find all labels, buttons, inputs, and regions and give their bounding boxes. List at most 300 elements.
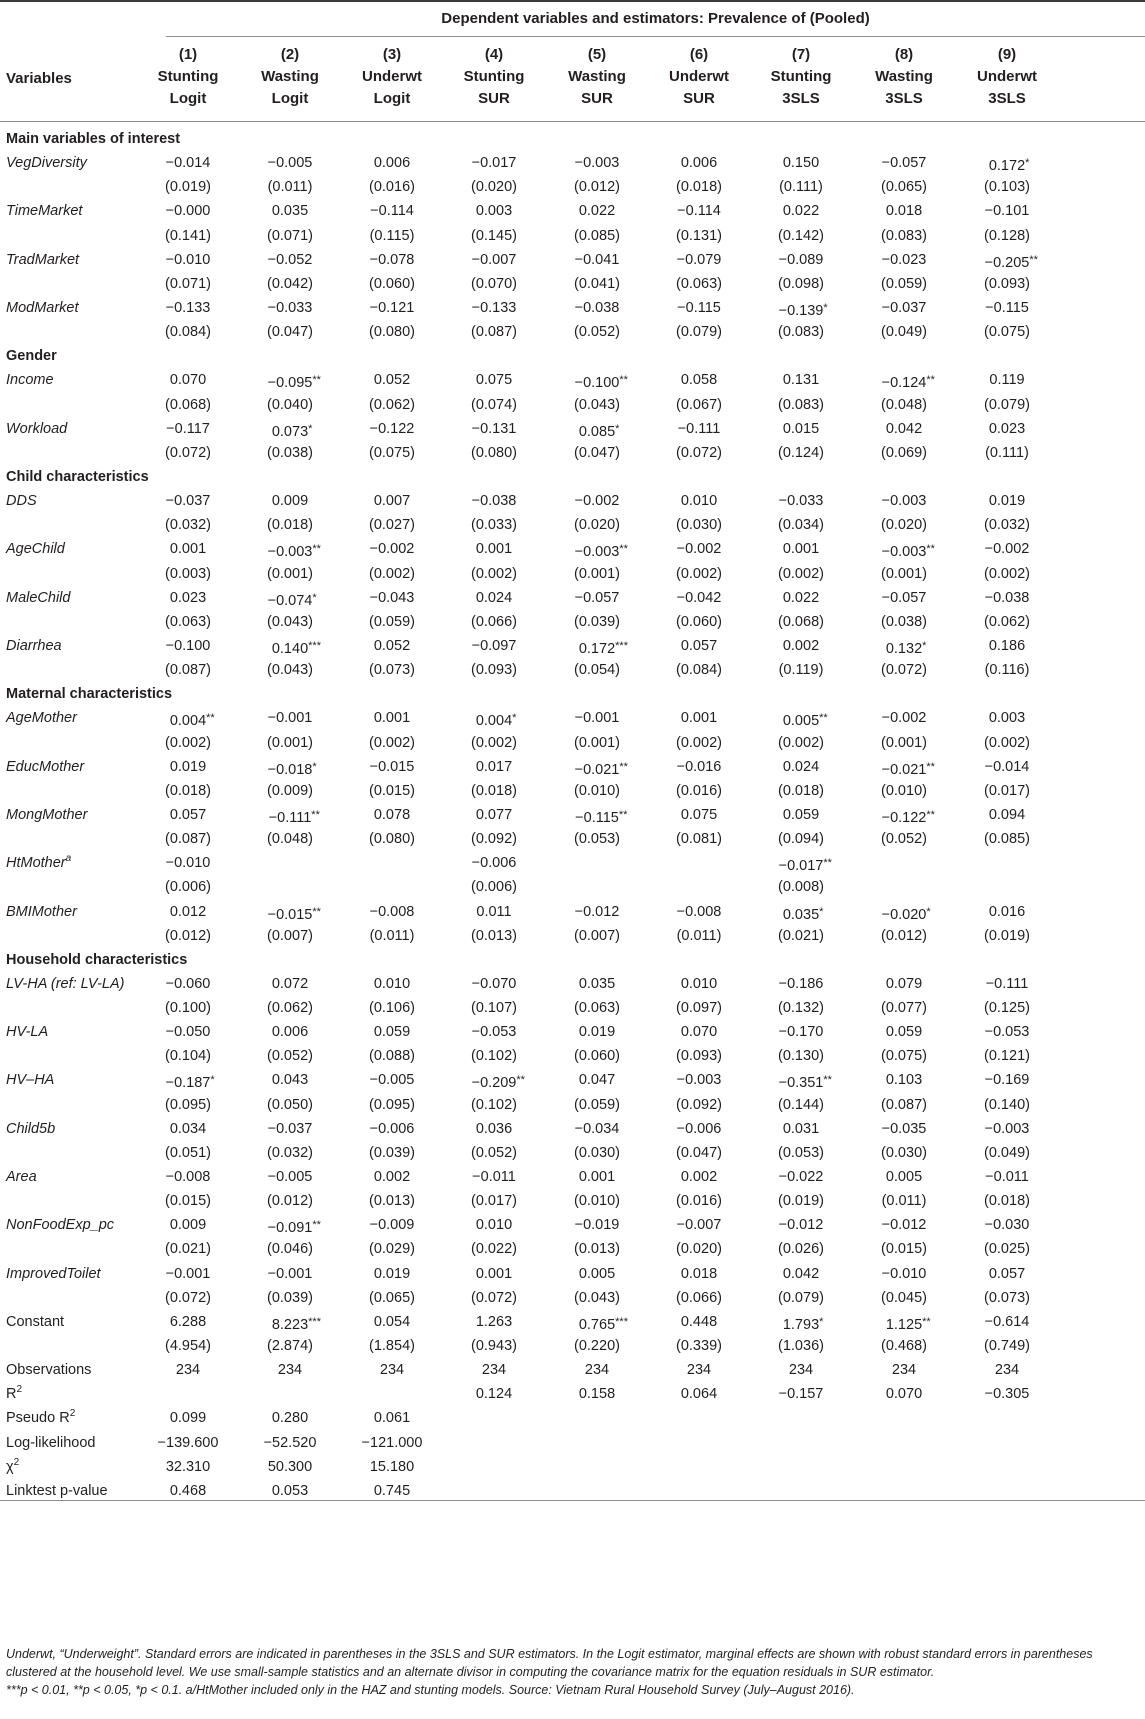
table-cell: (0.100) [165, 1000, 211, 1017]
table-cell: (0.010) [574, 782, 620, 799]
table-cell: (0.069) [881, 444, 927, 461]
table-cell: (0.092) [676, 1096, 722, 1113]
row-label [6, 1262, 101, 1286]
table-cell: −0.131 [471, 420, 517, 437]
table-cell: −0.097 [471, 637, 517, 654]
table-cell: −0.122 [369, 420, 415, 437]
table-cell: −0.033 [778, 493, 824, 510]
table-cell: 234 [994, 1362, 1020, 1379]
table-cell: 0.057 [988, 1265, 1026, 1282]
table-cell: (0.001) [267, 734, 313, 751]
table-cell: (0.098) [778, 275, 824, 292]
std-error-row [0, 658, 1145, 682]
table-cell: −0.012 [574, 903, 620, 920]
table-cell: (0.020) [881, 517, 927, 534]
table-cell: −0.205** [984, 253, 1038, 271]
table-cell: (0.104) [165, 1048, 211, 1065]
header-rule [0, 121, 1145, 122]
table-cell: −0.614 [984, 1313, 1030, 1330]
table-cell: (0.075) [369, 444, 415, 461]
table-cell: (0.021) [778, 927, 824, 944]
column-header-est: Logit [169, 90, 207, 107]
table-row [0, 1213, 1145, 1237]
table-cell: (0.093) [984, 275, 1030, 292]
table-cell: −0.074* [267, 591, 317, 609]
table-cell: (0.029) [369, 1241, 415, 1258]
table-cell: (0.002) [984, 565, 1030, 582]
table-cell: −0.003 [881, 493, 927, 510]
table-cell: 0.010 [680, 975, 718, 992]
table-cell: −0.006 [676, 1120, 722, 1137]
table-cell: (0.048) [881, 396, 927, 413]
table-cell: (0.011) [369, 927, 415, 944]
column-header [438, 44, 550, 110]
column-header-dep: Underwt [362, 68, 422, 85]
table-cell: −0.133 [471, 299, 517, 316]
row-label-text: Observations [6, 1362, 92, 1379]
table-cell: 0.042 [782, 1265, 820, 1282]
table-cell: (0.073) [369, 662, 415, 679]
table-cell: 0.053 [271, 1482, 309, 1499]
table-cell: −0.079 [676, 251, 722, 268]
row-label-superscript: 2 [16, 1384, 23, 1396]
table-cell: −0.157 [778, 1386, 824, 1403]
table-cell: 0.150 [782, 155, 820, 172]
table-cell: −0.057 [881, 155, 927, 172]
table-cell: (0.943) [471, 1338, 517, 1355]
std-error-row [0, 1286, 1145, 1310]
std-error-row [0, 320, 1145, 344]
table-cell: (0.220) [574, 1338, 620, 1355]
table-cell: −0.021** [574, 760, 628, 778]
std-error-row [0, 827, 1145, 851]
table-cell: −0.089 [778, 251, 824, 268]
table-cell: 1.125** [885, 1315, 931, 1333]
footnote-notes: Underwt, “Underweight”. Standard errors are indicated in parentheses in the 3SLS and SUR estimators. In the Logit estimator, marginal effects are shown with robust standard errors in parentheses clustered at the household level. We use small-sample statistics and an alternate divisor in computing the covariance matrix for the equation residuals in SUR estimator. [6, 1647, 1093, 1679]
table-cell: (0.032) [984, 517, 1030, 534]
table-body [0, 127, 1145, 1503]
table-cell: (0.059) [369, 613, 415, 630]
table-cell: (0.085) [574, 227, 620, 244]
table-cell: (0.071) [165, 275, 211, 292]
table-cell: (1.036) [778, 1338, 824, 1355]
table-cell: (0.048) [267, 831, 313, 848]
table-cell: 0.042 [885, 420, 923, 437]
table-cell: 0.280 [271, 1410, 309, 1427]
table-cell: −0.001 [574, 710, 620, 727]
section-label [6, 465, 149, 489]
table-cell: −0.009 [369, 1217, 415, 1234]
table-cell: (0.015) [881, 1241, 927, 1258]
table-cell: (0.002) [471, 565, 517, 582]
column-header-num: (8) [894, 46, 914, 63]
column-header-dep: Wasting [875, 68, 933, 85]
table-cell: (0.107) [471, 1000, 517, 1017]
table-cell: (0.019) [984, 927, 1030, 944]
table-row [0, 1068, 1145, 1092]
table-cell: (0.012) [165, 927, 211, 944]
table-cell: 0.001 [475, 541, 513, 558]
table-row [0, 296, 1145, 320]
column-header-dep: Underwt [669, 68, 729, 85]
footnote-significance: ***p < 0.01, **p < 0.05, *p < 0.1. a/HtMother included only in the HAZ and stunting models. Source: Vietnam Rural Household Survey (July–August 2016). [6, 1683, 855, 1697]
table-cell: (0.011) [881, 1193, 927, 1210]
row-label-text: Area [6, 1169, 37, 1186]
table-cell: −0.043 [369, 589, 415, 606]
row-label-text: TimeMarket [6, 203, 83, 220]
table-cell: −0.035 [881, 1120, 927, 1137]
table-cell: 0.001 [475, 1265, 513, 1282]
table-cell: 0.003 [988, 710, 1026, 727]
table-cell: (0.052) [267, 1048, 313, 1065]
table-cell: −0.015 [369, 758, 415, 775]
row-label-text: AgeChild [6, 541, 65, 558]
table-cell: (0.060) [369, 275, 415, 292]
table-cell: 0.052 [373, 637, 411, 654]
table-cell: (0.087) [471, 324, 517, 341]
table-cell: (0.070) [471, 275, 517, 292]
table-cell: (0.018) [984, 1193, 1030, 1210]
table-cell: (0.001) [881, 734, 927, 751]
column-header-num: (6) [689, 46, 709, 63]
table-cell: −0.007 [471, 251, 517, 268]
table-cell: (0.072) [471, 1289, 517, 1306]
table-cell: 0.075 [475, 372, 513, 389]
table-cell: −0.057 [574, 589, 620, 606]
table-cell: (0.083) [778, 396, 824, 413]
std-error-row [0, 441, 1145, 465]
column-header [234, 44, 346, 110]
table-cell: (2.874) [267, 1338, 313, 1355]
table-cell: (0.128) [984, 227, 1030, 244]
table-cell: (0.121) [984, 1048, 1030, 1065]
table-cell: (0.047) [574, 444, 620, 461]
table-cell: (0.087) [881, 1096, 927, 1113]
table-cell: (0.012) [881, 927, 927, 944]
table-cell: 0.075 [680, 806, 718, 823]
std-error-row [0, 779, 1145, 803]
table-cell: −0.100** [574, 374, 628, 392]
table-cell: (0.097) [676, 1000, 722, 1017]
table-cell: (0.012) [574, 179, 620, 196]
table-cell: (0.001) [881, 565, 927, 582]
table-cell: (4.954) [165, 1338, 211, 1355]
table-cell: (0.066) [471, 613, 517, 630]
table-cell: −0.038 [471, 493, 517, 510]
row-label [6, 900, 77, 924]
table-cell: (0.019) [778, 1193, 824, 1210]
table-cell: (0.043) [267, 662, 313, 679]
column-header-est: SUR [478, 90, 510, 107]
table-cell: 0.005** [782, 712, 828, 730]
table-cell: −0.111 [677, 420, 721, 437]
table-cell: −0.010 [165, 855, 211, 872]
table-cell: (0.088) [369, 1048, 415, 1065]
table-cell: (0.145) [471, 227, 517, 244]
table-cell: 0.047 [578, 1072, 616, 1089]
table-cell: (0.072) [165, 444, 211, 461]
row-label-superscript: 2 [13, 1456, 20, 1468]
table-cell: 0.005 [885, 1169, 923, 1186]
table-cell: −0.008 [676, 903, 722, 920]
row-label-text: HtMother [6, 855, 66, 872]
table-cell: 0.448 [680, 1313, 718, 1330]
table-cell: 0.010 [475, 1217, 513, 1234]
table-cell: −0.003** [881, 543, 935, 561]
table-row [0, 368, 1145, 392]
column-header [745, 44, 857, 110]
std-error-row [0, 513, 1145, 537]
table-cell: −0.006 [369, 1120, 415, 1137]
column-header-num: (1) [178, 46, 198, 63]
table-row [0, 1165, 1145, 1189]
table-cell: −0.008 [165, 1169, 211, 1186]
table-cell: 1.263 [475, 1313, 513, 1330]
table-cell: (0.006) [165, 879, 211, 896]
table-cell: 0.004* [475, 712, 517, 730]
table-cell: −0.111 [985, 975, 1029, 992]
table-cell: −0.070 [471, 975, 517, 992]
row-label-text: Linktest p-value [6, 1482, 108, 1499]
std-error-row [0, 1141, 1145, 1165]
row-label [6, 634, 62, 658]
row-label-text: ImprovedToilet [6, 1265, 101, 1282]
table-cell: −0.169 [984, 1072, 1030, 1089]
table-cell: −0.011 [472, 1169, 516, 1186]
table-cell: (0.049) [881, 324, 927, 341]
row-label-text: VegDiversity [6, 155, 87, 172]
row-label [6, 851, 71, 875]
table-cell: (0.015) [369, 782, 415, 799]
table-cell: −0.002 [984, 541, 1030, 558]
table-cell: (0.001) [574, 565, 620, 582]
table-cell: 0.001 [169, 541, 207, 558]
column-header-est: 3SLS [782, 90, 820, 107]
table-cell: 0.070 [885, 1386, 923, 1403]
table-footnote [6, 1645, 1136, 1699]
table-cell: (0.144) [778, 1096, 824, 1113]
row-label-text: Pseudo R [6, 1410, 70, 1427]
table-cell: (0.087) [165, 662, 211, 679]
table-cell: (0.007) [574, 927, 620, 944]
table-cell: (0.054) [574, 662, 620, 679]
table-cell: (0.039) [267, 1289, 313, 1306]
table-cell: 0.099 [169, 1410, 207, 1427]
table-cell: 0.072 [271, 975, 309, 992]
table-row [0, 1431, 1145, 1455]
table-row [0, 489, 1145, 513]
table-cell: −121.000 [361, 1434, 423, 1451]
row-label-text: Main variables of interest [6, 131, 181, 147]
row-label-text: HV–HA [6, 1072, 55, 1089]
table-cell: 0.094 [988, 806, 1026, 823]
table-cell: (0.008) [778, 879, 824, 896]
table-cell: 0.073* [271, 422, 313, 440]
table-row [0, 851, 1145, 875]
table-cell: (0.039) [369, 1144, 415, 1161]
row-label-text: Log-likelihood [6, 1434, 96, 1451]
table-cell: 234 [379, 1362, 405, 1379]
table-cell: −0.020* [881, 905, 931, 923]
table-cell: −0.014 [165, 155, 211, 172]
table-cell: −0.122** [881, 808, 935, 826]
table-cell: (0.106) [369, 1000, 415, 1017]
table-cell: (0.063) [676, 275, 722, 292]
table-cell: (0.040) [267, 396, 313, 413]
table-cell: 0.018 [680, 1265, 718, 1282]
column-header-dep: Wasting [568, 68, 626, 85]
column-header [541, 44, 653, 110]
table-cell: 0.023 [988, 420, 1026, 437]
table-cell: (0.022) [471, 1241, 517, 1258]
table-cell: (0.010) [574, 1193, 620, 1210]
section-label [6, 948, 187, 972]
section-row [0, 127, 1145, 151]
table-cell: 0.017 [475, 758, 513, 775]
table-cell: −52.520 [263, 1434, 317, 1451]
table-cell: (0.030) [881, 1144, 927, 1161]
table-cell: −0.050 [165, 1024, 211, 1041]
row-label-text: Household characteristics [6, 951, 188, 968]
table-cell: (0.062) [369, 396, 415, 413]
row-label [6, 1117, 55, 1141]
row-label-text: BMIMother [6, 903, 77, 920]
table-cell: (0.018) [165, 782, 211, 799]
std-error-row [0, 224, 1145, 248]
table-row [0, 199, 1145, 223]
row-label [6, 368, 54, 392]
table-cell: 234 [277, 1362, 303, 1379]
column-header [336, 44, 448, 110]
table-cell: −0.015** [267, 905, 321, 923]
table-cell: −0.010 [165, 251, 211, 268]
table-row [0, 1020, 1145, 1044]
table-cell: 234 [481, 1362, 507, 1379]
table-cell: −0.010 [881, 1265, 927, 1282]
column-header [951, 44, 1063, 110]
table-cell: 234 [788, 1362, 814, 1379]
row-label-text: LV-HA (ref: LV-LA) [6, 975, 125, 992]
table-cell: 0.186 [988, 637, 1026, 654]
table-cell: (0.049) [984, 1144, 1030, 1161]
std-error-row [0, 175, 1145, 199]
table-cell: (0.749) [984, 1338, 1030, 1355]
table-cell: −0.012 [778, 1217, 824, 1234]
table-cell: −0.002 [369, 541, 415, 558]
std-error-row [0, 1044, 1145, 1068]
column-header-dep: Underwt [977, 68, 1037, 85]
table-cell: −0.101 [984, 203, 1030, 220]
table-cell: (0.002) [676, 734, 722, 751]
table-cell: (0.002) [778, 565, 824, 582]
table-cell: −0.114 [677, 203, 721, 220]
table-row [0, 151, 1145, 175]
table-cell: 0.061 [373, 1410, 411, 1427]
table-cell: −0.008 [369, 903, 415, 920]
column-header-dep: Wasting [261, 68, 319, 85]
std-error-row [0, 1093, 1145, 1117]
row-label-text: Maternal characteristics [6, 686, 173, 703]
row-label-text: NonFoodExp_pc [6, 1217, 115, 1234]
table-cell: (0.019) [165, 179, 211, 196]
row-label-text: Child characteristics [6, 468, 149, 485]
row-label [6, 706, 77, 730]
column-header [848, 44, 960, 110]
table-cell: (0.047) [676, 1144, 722, 1161]
std-error-row [0, 393, 1145, 417]
table-cell: (0.095) [165, 1096, 211, 1113]
table-cell: −0.037 [165, 493, 211, 510]
table-cell: 0.006 [373, 155, 411, 172]
table-cell: 0.054 [373, 1313, 411, 1330]
row-label [6, 248, 79, 272]
table-cell: −0.038 [574, 299, 620, 316]
row-label-text: Constant [6, 1313, 65, 1330]
table-cell: 0.012 [169, 903, 207, 920]
row-label [6, 151, 87, 175]
row-label-text: Gender [6, 348, 57, 365]
table-cell: (0.032) [165, 517, 211, 534]
table-cell: (0.084) [165, 324, 211, 341]
column-header [643, 44, 755, 110]
table-cell: 0.001 [680, 710, 718, 727]
table-cell: (0.045) [881, 1289, 927, 1306]
table-cell: −0.006 [471, 855, 517, 872]
table-cell: (0.075) [984, 324, 1030, 341]
table-cell: −0.030 [984, 1217, 1030, 1234]
table-cell: (0.066) [676, 1289, 722, 1306]
table-cell: −0.115** [575, 808, 628, 826]
table-cell: 0.022 [782, 589, 820, 606]
column-header-num: (2) [280, 46, 300, 63]
table-cell: 0.035 [271, 203, 309, 220]
group-title: Dependent variables and estimators: Prevalence of (Pooled) [441, 10, 870, 27]
section-row [0, 682, 1145, 706]
table-cell: 0.018 [885, 203, 923, 220]
table-cell: 0.052 [373, 372, 411, 389]
table-cell: (0.059) [574, 1096, 620, 1113]
table-cell: (0.002) [778, 734, 824, 751]
table-cell: −0.022 [778, 1169, 824, 1186]
table-row [0, 1117, 1145, 1141]
table-cell: (0.125) [984, 1000, 1030, 1017]
table-cell: −0.014 [984, 758, 1030, 775]
table-cell: 0.064 [680, 1386, 718, 1403]
table-cell: 0.019 [169, 758, 207, 775]
table-row [0, 972, 1145, 996]
table-cell: 1.793* [782, 1315, 824, 1333]
table-cell: (0.016) [676, 782, 722, 799]
table-cell: (0.062) [267, 1000, 313, 1017]
table-cell: (0.027) [369, 517, 415, 534]
column-header-est: 3SLS [988, 90, 1026, 107]
column-header-est: 3SLS [885, 90, 923, 107]
table-cell: −0.011 [985, 1169, 1029, 1186]
table-cell: −0.060 [165, 975, 211, 992]
column-header-est: SUR [581, 90, 613, 107]
table-cell: 0.059 [373, 1024, 411, 1041]
table-cell: −0.078 [369, 251, 415, 268]
table-row [0, 1406, 1145, 1430]
row-label [6, 1382, 22, 1406]
table-cell: (0.095) [369, 1096, 415, 1113]
table-row [0, 586, 1145, 610]
table-cell: 0.078 [373, 806, 411, 823]
table-cell: (0.011) [676, 927, 722, 944]
table-cell: (0.115) [369, 227, 415, 244]
table-cell: (0.079) [676, 324, 722, 341]
table-cell: 0.079 [885, 975, 923, 992]
